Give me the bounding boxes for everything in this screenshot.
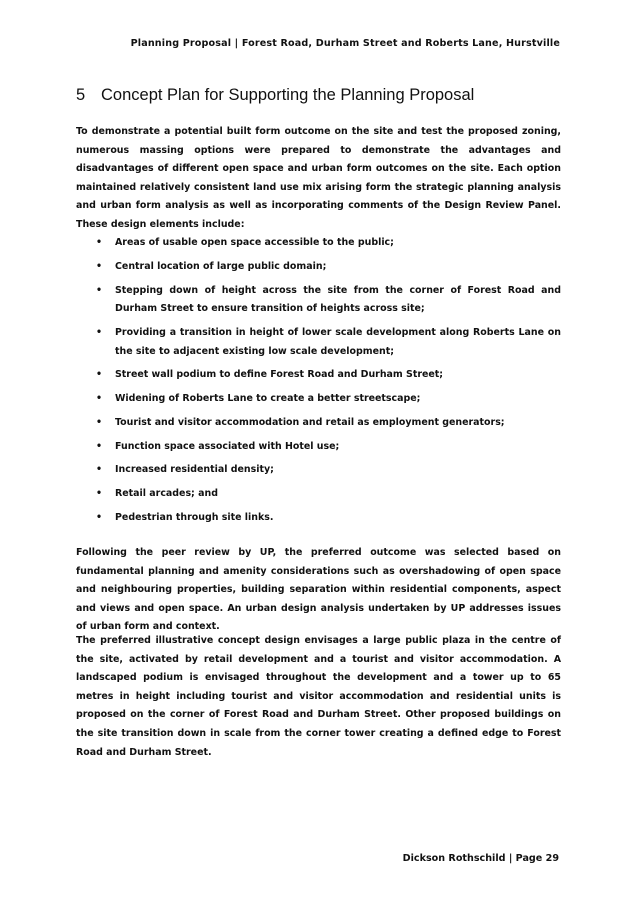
bullet-icon: • <box>96 284 103 296</box>
bullet-icon: • <box>96 393 103 405</box>
page-footer: Dickson Rothschild | Page 29 <box>402 853 559 864</box>
peer-review-paragraph: Following the peer review by UP, the preferred outcome was selected based on fundamental planning and amenity considerations such as overshadowing of open space and neighbouring properties, building separation within residential components, aspect and views and open space. An urban design analysis undertaken by UP addresses issues of urban form and context. <box>76 547 561 633</box>
list-item <box>76 390 561 409</box>
list-item <box>76 234 561 253</box>
running-header: Planning Proposal | Forest Road, Durham Street and Roberts Lane, Hurstville <box>130 38 560 49</box>
section-heading <box>76 86 561 105</box>
list-item-text: Street wall podium to define Forest Road and Durham Street; <box>115 369 444 381</box>
concept-design-paragraph: The preferred illustrative concept design envisages a large public plaza in the centre of the site, activated by retail development and a tourist and visitor accommodation. A landscaped podium is envisaged throughout the development and a tower up to 65 metres in height including tourist and visitor accommodation and residential units is proposed on the corner of Forest Road and Durham Street. Other proposed buildings on the site transition down in scale from the corner tower creating a defined edge to Forest Road and Durham Street. <box>76 635 561 758</box>
list-item <box>76 414 561 433</box>
list-item-text: Providing a transition in height of lower scale development along Roberts Lane on the site to adjacent existing low scale development; <box>115 326 561 357</box>
list-item <box>76 461 561 480</box>
list-item <box>76 485 561 504</box>
list-item <box>76 366 561 385</box>
list-item <box>76 509 561 528</box>
list-item-text: Areas of usable open space accessible to the public; <box>115 237 394 248</box>
list-item-text: Central location of large public domain; <box>115 260 327 272</box>
bullet-icon: • <box>96 464 103 476</box>
list-item <box>76 282 561 319</box>
section-title: Concept Plan for Supporting the Planning Proposal <box>101 86 475 104</box>
list-item <box>76 324 561 361</box>
bullet-icon: • <box>96 237 103 248</box>
list-item-text: Increased residential density; <box>115 464 274 476</box>
bullet-icon: • <box>96 369 103 381</box>
bullet-icon: • <box>96 440 103 452</box>
bullet-icon: • <box>96 416 103 428</box>
list-item-text: Widening of Roberts Lane to create a better streetscape; <box>115 393 421 405</box>
bullet-icon: • <box>96 326 103 338</box>
bullet-icon: • <box>96 512 103 523</box>
intro-paragraph: To demonstrate a potential built form outcome on the site and test the proposed zoning, numerous massing options were prepared to demonstrate the advantages and disadvantages of different open space and urban form outcomes on the site. Each option maintained relatively consistent land use mix arising form the strategic planning analysis and urban form analysis as well as incorporating comments of the Design Review Panel. These design elements include: <box>76 126 561 230</box>
bullet-icon: • <box>96 260 103 272</box>
section-number: 5 <box>76 86 86 104</box>
list-item-text: Function space associated with Hotel use; <box>115 440 340 452</box>
list-item <box>76 438 561 457</box>
list-item-text: Stepping down of height across the site from the corner of Forest Road and Durham Street to ensure transition of heights across site; <box>115 284 561 315</box>
list-item-text: Pedestrian through site links. <box>115 512 274 523</box>
design-elements-list <box>76 234 561 533</box>
list-item <box>76 258 561 277</box>
list-item-text: Retail arcades; and <box>115 488 218 500</box>
list-item-text: Tourist and visitor accommodation and retail as employment generators; <box>115 416 505 428</box>
bullet-icon: • <box>96 488 103 500</box>
